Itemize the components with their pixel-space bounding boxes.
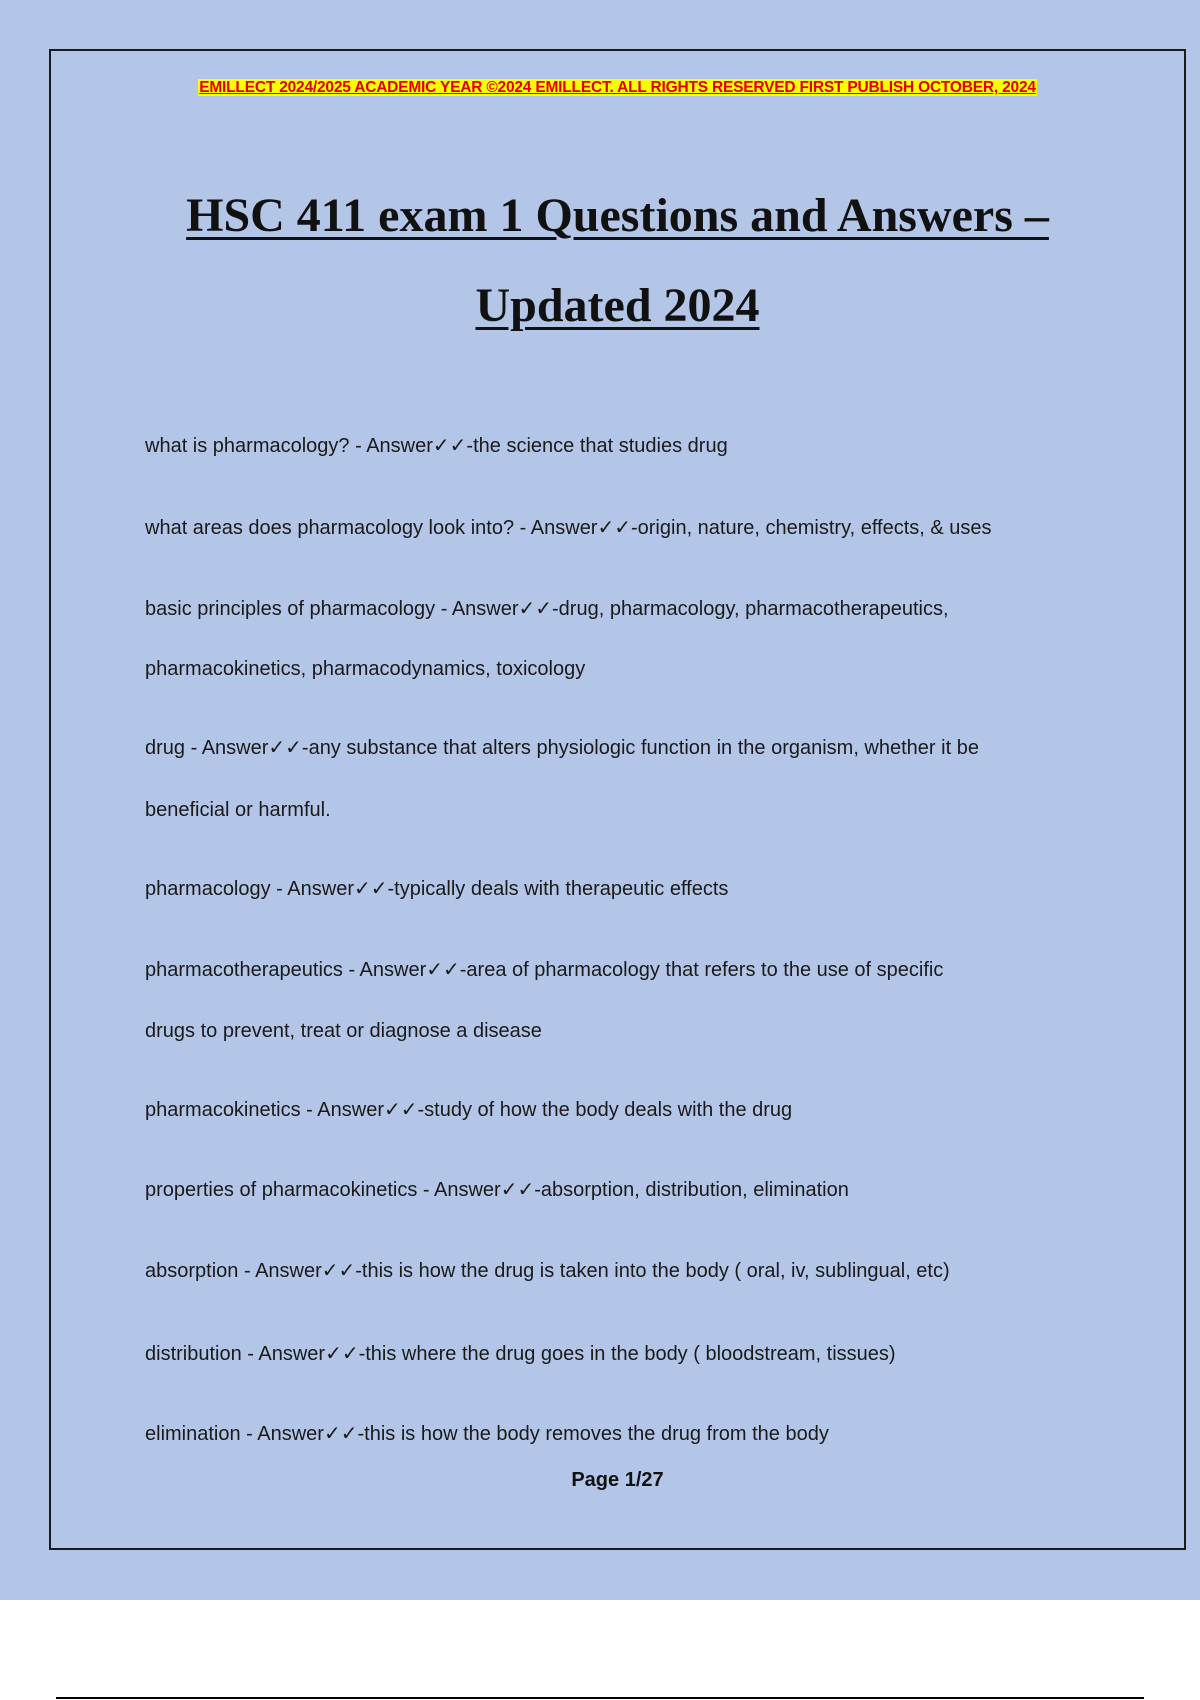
document-title bbox=[51, 171, 1184, 351]
bottom-divider bbox=[56, 1697, 1144, 1699]
qa-line: beneficial or harmful. bbox=[145, 799, 331, 821]
qa-line: absorption - Answer✓✓-this is how the drug is taken into the body ( oral, iv, sublingual, etc) bbox=[145, 1260, 950, 1282]
qa-line: pharmacology - Answer✓✓-typically deals with therapeutic effects bbox=[145, 878, 729, 900]
title-line-1: HSC 411 exam 1 Questions and Answers – bbox=[186, 189, 1049, 242]
copyright-banner-text: EMILLECT 2024/2025 ACADEMIC YEAR ©2024 EMILLECT. ALL RIGHTS RESERVED FIRST PUBLISH OCTOBER, 2024 bbox=[199, 79, 1036, 96]
copyright-banner bbox=[51, 77, 1184, 97]
title-line-2: Updated 2024 bbox=[475, 279, 760, 332]
qa-line: what is pharmacology? - Answer✓✓-the science that studies drug bbox=[145, 435, 728, 457]
qa-line: properties of pharmacokinetics - Answer✓✓-absorption, distribution, elimination bbox=[145, 1179, 849, 1201]
qa-line: what areas does pharmacology look into? - Answer✓✓-origin, nature, chemistry, effects, & uses bbox=[145, 517, 992, 539]
qa-line: pharmacokinetics - Answer✓✓-study of how the body deals with the drug bbox=[145, 1099, 793, 1121]
qa-line: pharmacokinetics, pharmacodynamics, toxicology bbox=[145, 658, 586, 680]
qa-line: basic principles of pharmacology - Answer✓✓-drug, pharmacology, pharmacotherapeutics, bbox=[145, 598, 949, 620]
page-frame bbox=[49, 49, 1186, 1550]
qa-line: distribution - Answer✓✓-this where the drug goes in the body ( bloodstream, tissues) bbox=[145, 1343, 896, 1365]
qa-line: elimination - Answer✓✓-this is how the body removes the drug from the body bbox=[145, 1423, 829, 1445]
qa-line: pharmacotherapeutics - Answer✓✓-area of pharmacology that refers to the use of specific bbox=[145, 959, 944, 981]
qa-line: drugs to prevent, treat or diagnose a disease bbox=[145, 1020, 542, 1042]
page-number: Page 1/27 bbox=[571, 1469, 664, 1491]
qa-line: drug - Answer✓✓-any substance that alters physiologic function in the organism, whether it be bbox=[145, 737, 979, 759]
